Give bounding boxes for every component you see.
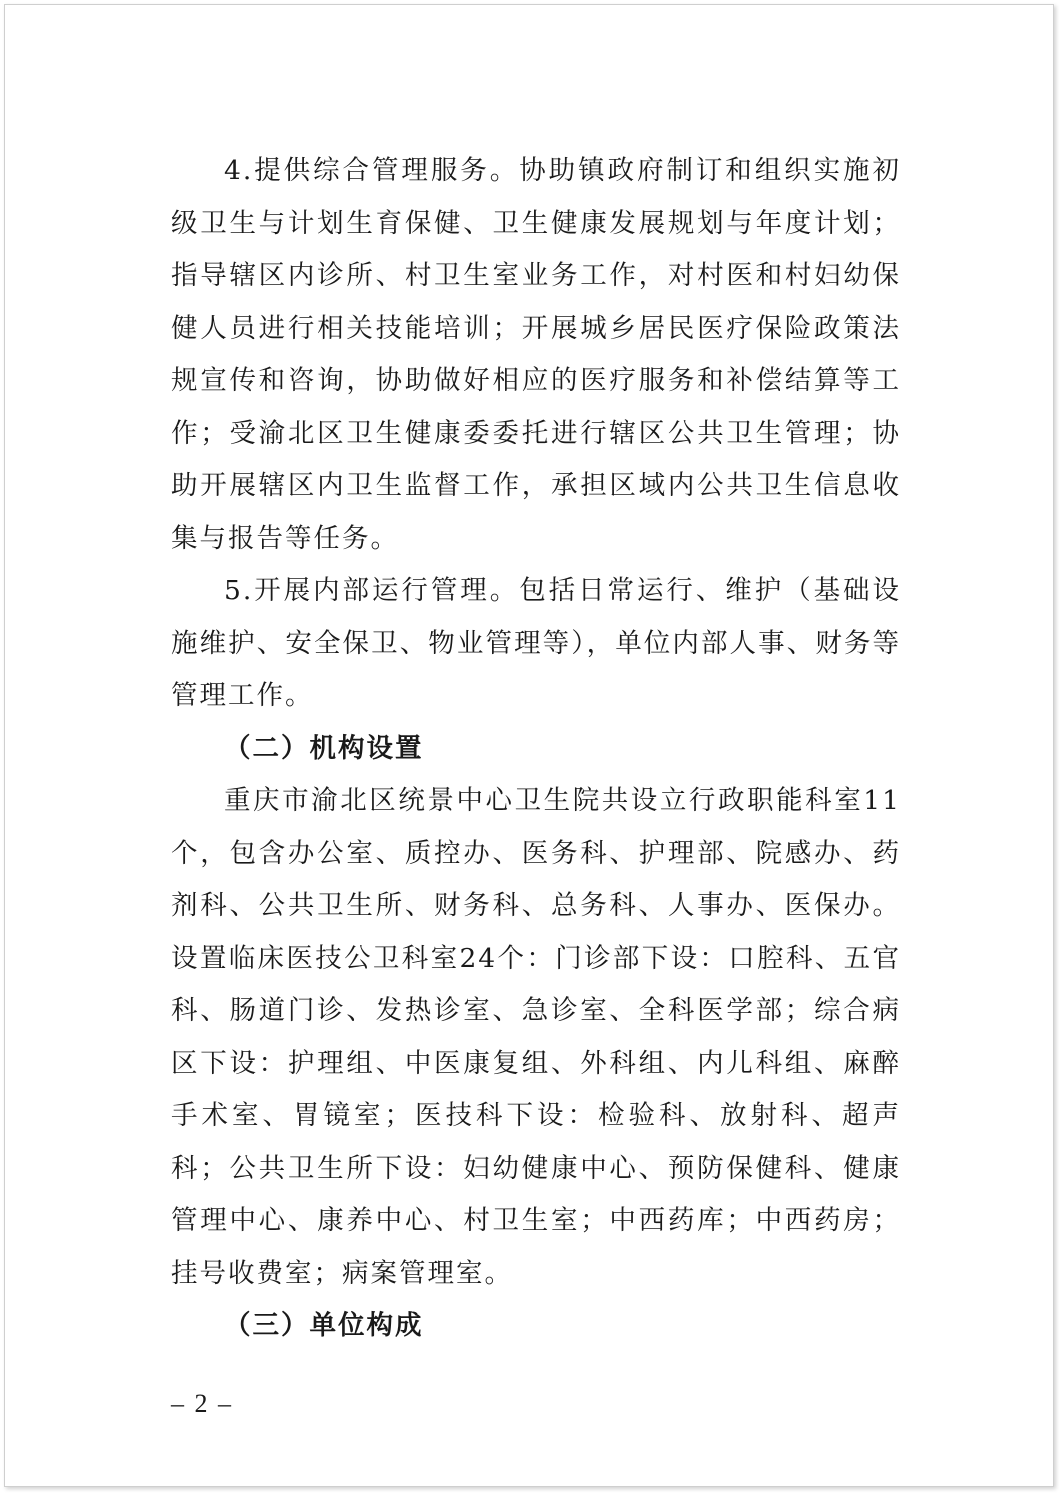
paragraph-management-services: 4.提供综合管理服务。协助镇政府制订和组织实施初级卫生与计划生育保健、卫生健康发展规划与年度计划；指导辖区内诊所、村卫生室业务工作，对村医和村妇幼保健人员进行相关技能培训；开展城乡居民医疗保险政策法规宣传和咨询，协助做好相应的医疗服务和补偿结算等工作；受渝北区卫生健康委委托进行辖区公共卫生管理；协助开展辖区内卫生监督工作，承担区域内公共卫生信息收集与报告等任务。 bbox=[171, 155, 901, 554]
section-heading-organization: （二）机构设置 bbox=[224, 732, 424, 764]
paragraph-organization-setup: 重庆市渝北区统景中心卫生院共设立行政职能科室11个，包含办公室、质控办、医务科、护理部、院感办、药剂科、公共卫生所、财务科、总务科、人事办、医保办。设置临床医技公卫科室24个：门诊部下设：口腔科、五官科、肠道门诊、发热诊室、急诊室、全科医学部；综合病区下设：护理组、中医康复组、外科组、内儿科组、麻醉手术室、胃镜室；医技科下设：检验科、放射科、超声科；公共卫生所下设：妇幼健康中心、预防保健科、健康管理中心、康养中心、村卫生室；中西药库；中西药房；挂号收费室；病案管理室。 bbox=[171, 785, 901, 1289]
document-page bbox=[4, 4, 1054, 1487]
paragraph-internal-operations: 5.开展内部运行管理。包括日常运行、维护（基础设施维护、安全保卫、物业管理等），单位内部人事、财务等管理工作。 bbox=[171, 575, 901, 711]
section-heading-unit-composition: （三）单位构成 bbox=[224, 1310, 424, 1341]
page-number: – 2 – bbox=[171, 1389, 233, 1418]
document-body bbox=[171, 145, 901, 1353]
